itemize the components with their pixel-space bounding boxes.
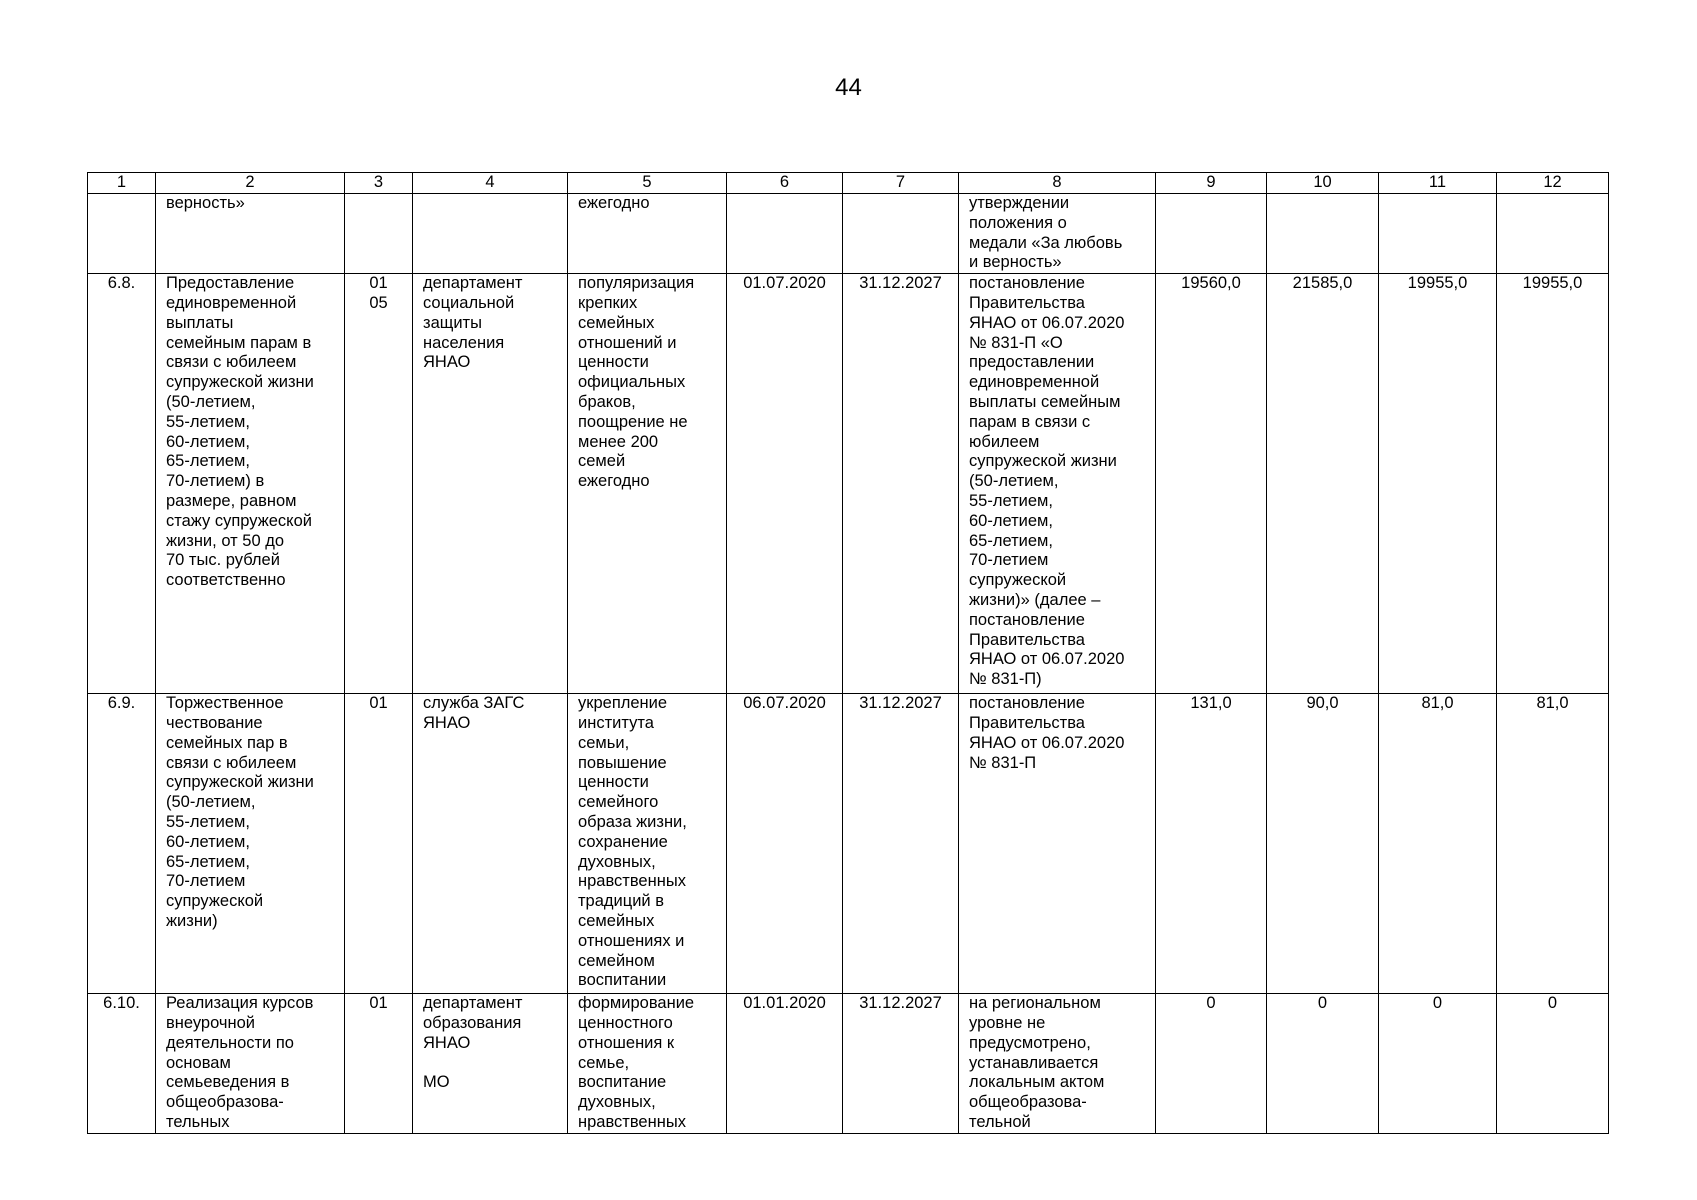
executor: департамент социальной защиты населения ЯНАО [413,274,568,694]
column-header: 8 [959,173,1156,194]
expected-result: популяризация крепких семейных отношений и ценности официальных браков, поощрение не менее 200 семей ежегодно [568,274,727,694]
value-col9: 131,0 [1156,694,1267,994]
measure-name: Торжественное чествование семейных пар в связи с юбилеем супружеской жизни (50-летием, 55-летием, 60-летием, 65-летием, 70-летием супружеской жизни) [156,694,345,994]
value-col11: 19955,0 [1379,274,1497,694]
value-col11 [1379,194,1497,274]
executor [413,194,568,274]
expected-result: ежегодно [568,194,727,274]
measure-name: Предоставление единовременной выплаты семейным парам в связи с юбилеем супружеской жизни (50-летием, 55-летием, 60-летием, 65-летием, 70-летием) в размере, равном стажу супружеской жизни, от 50 до 70 тыс. рублей соответственно [156,274,345,694]
row-number [88,194,156,274]
end-date [843,194,959,274]
code [345,194,413,274]
expected-result: укрепление института семьи, повышение ценности семейного образа жизни, сохранение духовных, нравственных традиций в семейных отношениях и семейном воспитании [568,694,727,994]
column-header: 5 [568,173,727,194]
value-col9: 19560,0 [1156,274,1267,694]
column-number-row [88,173,1609,194]
table-row [88,274,1609,694]
column-header: 6 [727,173,843,194]
column-header: 1 [88,173,156,194]
table-row [88,994,1609,1134]
page-number: 44 [835,74,862,101]
table-row [88,694,1609,994]
code: 01 05 [345,274,413,694]
value-col9 [1156,194,1267,274]
value-col11: 81,0 [1379,694,1497,994]
value-col10: 90,0 [1267,694,1379,994]
end-date: 31.12.2027 [843,994,959,1134]
measure-name: верность» [156,194,345,274]
column-header: 11 [1379,173,1497,194]
executor: департамент образования ЯНАО МО [413,994,568,1134]
value-col9: 0 [1156,994,1267,1134]
value-col10: 0 [1267,994,1379,1134]
column-header: 3 [345,173,413,194]
value-col12: 0 [1497,994,1609,1134]
table-row [88,194,1609,274]
start-date: 06.07.2020 [727,694,843,994]
column-header: 7 [843,173,959,194]
legal-basis: постановление Правительства ЯНАО от 06.07.2020 № 831-П [959,694,1156,994]
program-table [87,172,1609,1134]
value-col12: 19955,0 [1497,274,1609,694]
row-number: 6.9. [88,694,156,994]
value-col10 [1267,194,1379,274]
column-header: 4 [413,173,568,194]
value-col11: 0 [1379,994,1497,1134]
code: 01 [345,994,413,1134]
measure-name: Реализация курсов внеурочной деятельности по основам семьеведения в общеобразова- тельных [156,994,345,1134]
value-col10: 21585,0 [1267,274,1379,694]
value-col12: 81,0 [1497,694,1609,994]
start-date: 01.07.2020 [727,274,843,694]
column-header: 2 [156,173,345,194]
legal-basis: постановление Правительства ЯНАО от 06.07.2020 № 831-П «О предоставлении единовременной выплаты семейным парам в связи с юбилеем супружеской жизни (50-летием, 55-летием, 60-летием, 65-летием, 70-летием супружеской жизни)» (далее – постановление Правительства ЯНАО от 06.07.2020 № 831-П) [959,274,1156,694]
row-number: 6.10. [88,994,156,1134]
executor: служба ЗАГС ЯНАО [413,694,568,994]
legal-basis: на региональном уровне не предусмотрено, устанавливается локальным актом общеобразова- тельной [959,994,1156,1134]
column-header: 12 [1497,173,1609,194]
legal-basis: утверждении положения о медали «За любовь и верность» [959,194,1156,274]
expected-result: формирование ценностного отношения к семье, воспитание духовных, нравственных [568,994,727,1134]
column-header: 9 [1156,173,1267,194]
start-date [727,194,843,274]
code: 01 [345,694,413,994]
end-date: 31.12.2027 [843,274,959,694]
end-date: 31.12.2027 [843,694,959,994]
value-col12 [1497,194,1609,274]
column-header: 10 [1267,173,1379,194]
row-number: 6.8. [88,274,156,694]
start-date: 01.01.2020 [727,994,843,1134]
